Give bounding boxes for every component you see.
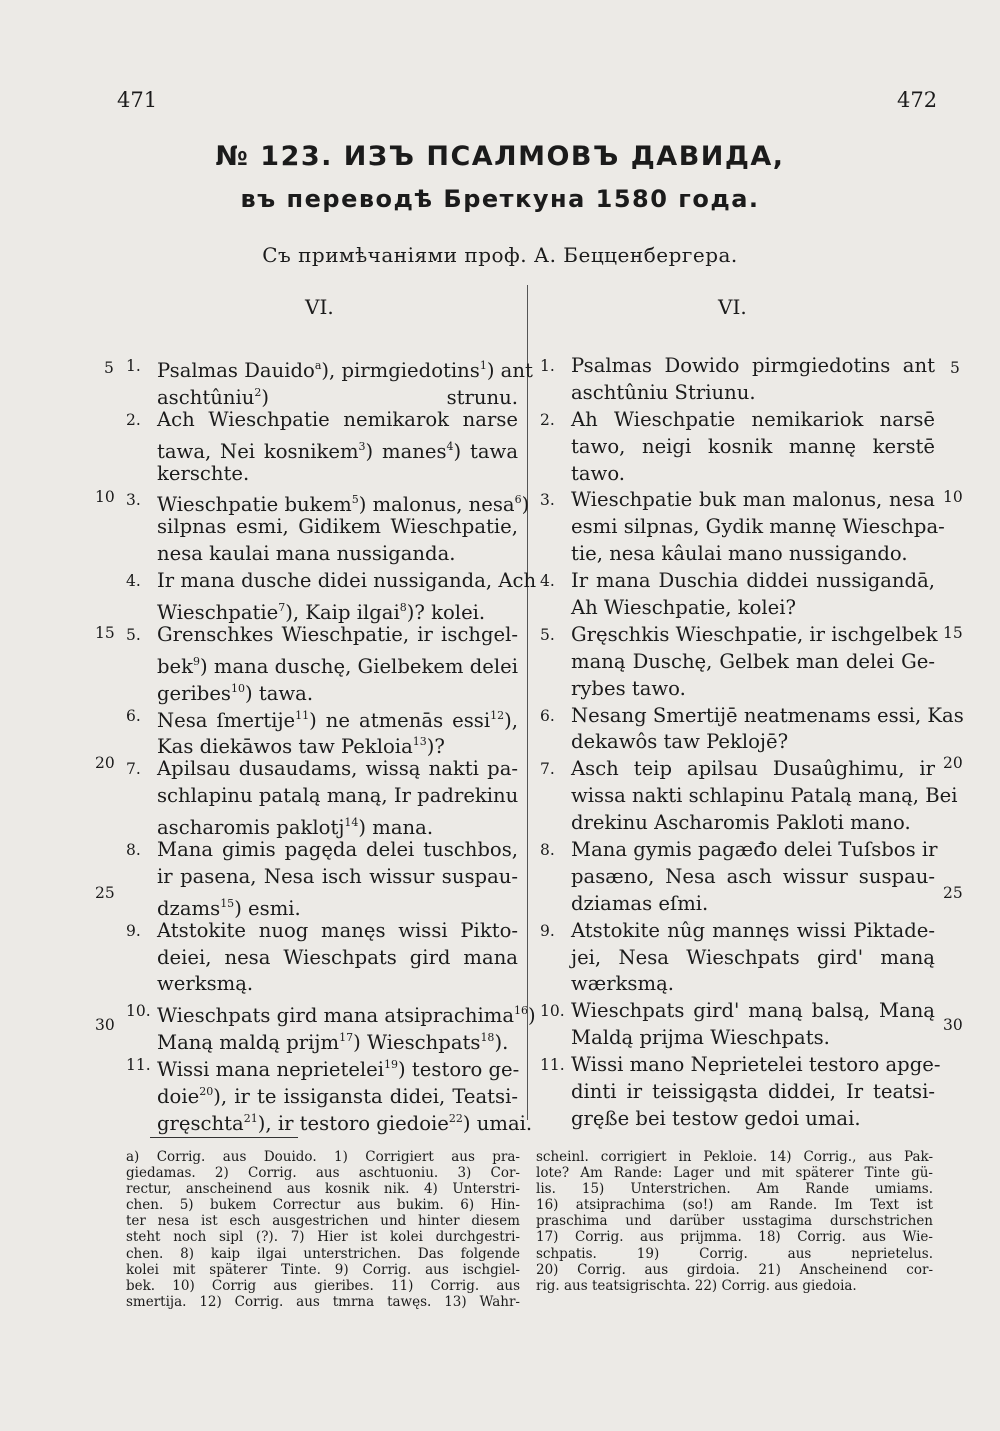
verse-text-segment: Nesang Smertijē neatmenams essi, Kas [571, 703, 964, 727]
right-verse-line [540, 864, 935, 891]
left-verse-line [126, 729, 518, 759]
verse-text [571, 1025, 935, 1052]
right-verse-line [540, 649, 935, 676]
footnote-line: 20) Corrig. aus girdoia. 21) Anscheinend cor- [536, 1261, 933, 1278]
verse-text-segment: wærksmą. [571, 972, 674, 996]
verse-text-segment: dekawôs taw Peklojē? [571, 730, 789, 754]
right-verse-line [540, 461, 935, 488]
right-verse-line [540, 676, 935, 703]
right-verse-line [540, 891, 935, 918]
verse-number: 5. [540, 625, 555, 644]
verse-text-segment: dziamas eſmi. [571, 891, 709, 915]
footnote-rule [150, 1137, 298, 1138]
verse-number: 3. [540, 491, 555, 510]
left-verse-line [126, 595, 518, 625]
left-verse-line [126, 945, 518, 972]
verse-text-segment: ) tawa [453, 439, 518, 463]
verse-text-segment: ascharomis paklotj [157, 816, 345, 840]
footnotes-left [126, 1149, 520, 1310]
verse-text-segment: ) [528, 1004, 536, 1028]
verse-text-segment: maną Duschę, Gelbek man delei Ge- [571, 649, 935, 673]
verse-text-segment: esmi silpnas, Gydik mannę Wieschpa- [571, 515, 945, 539]
verse-text-segment: tawa, Nei kosnikem [157, 439, 359, 463]
right-verse-line [540, 729, 935, 756]
footnote-marker: 21 [243, 1111, 258, 1125]
verse-number: 3. [126, 491, 141, 510]
verse-number: 11. [126, 1056, 151, 1075]
verse-text-segment: ) ant [486, 359, 533, 382]
verse-text [157, 461, 518, 488]
verse-text-segment: ) Wieschpats [353, 1031, 481, 1055]
left-verse-line [126, 676, 518, 703]
verse-text-segment: ) [521, 493, 530, 517]
verse-number: 10. [126, 1002, 151, 1021]
verse-text-segment: ) malonus, nesa [358, 493, 515, 517]
verse-number: 11. [540, 1056, 565, 1075]
line-number-right: 25 [943, 884, 963, 902]
verse-text-segment: Maną maldą prijm [157, 1031, 340, 1055]
verse-text-segment: Wieschpatie buk man malonus, nesa [571, 488, 935, 512]
left-verse-line [126, 407, 518, 434]
verse-text [157, 783, 518, 810]
verse-text [571, 434, 935, 461]
verse-number: 7. [540, 760, 555, 779]
verse-text-segment: ) esmi. [234, 896, 301, 920]
verse-text-segment: deiei, nesa Wieschpats gird mana [157, 945, 518, 969]
footnote-marker: 14 [344, 816, 359, 830]
verse-number: 4. [126, 572, 141, 591]
footnote-line: lis. 15) Unterstrichen. Am Rande umiams. [536, 1181, 933, 1198]
verse-text-segment: ) mana duschę, Gielbekem delei [200, 654, 519, 678]
verse-text [571, 918, 935, 945]
right-verse-line [540, 810, 935, 837]
verse-text-segment: Nesa ſmertije [157, 708, 296, 732]
right-verse-line [540, 1079, 935, 1106]
footnote-marker: 10 [230, 681, 245, 695]
verse-text [157, 514, 518, 541]
footnote-line: rectur, anscheinend aus kosnik nik. 4) Unterstri- [126, 1181, 520, 1198]
right-verse-line [540, 971, 935, 998]
footnote-marker: 1 [479, 359, 487, 372]
verse-text [571, 1052, 941, 1079]
verse-number: 1. [126, 357, 141, 375]
verse-text-segment: ) strunu. [261, 385, 518, 409]
left-verse-line [126, 891, 518, 918]
footnote-marker: 17 [339, 1031, 354, 1045]
verse-text-segment: ). [494, 1031, 509, 1055]
verse-text-segment: Psalmas Dauido [157, 359, 315, 382]
verse-text [571, 353, 935, 380]
right-verse-line [540, 434, 935, 461]
footnote-line: a) Corrig. aus Douido. 1) Corrigiert aus pra- [126, 1149, 520, 1165]
verse-text-segment: )? kolei. [406, 601, 486, 625]
verse-text [571, 487, 935, 514]
verse-text [157, 864, 518, 891]
verse-text [157, 1106, 533, 1138]
line-number-left: 30 [95, 1016, 115, 1034]
left-verse-line [126, 864, 518, 891]
left-verse-line [126, 380, 518, 407]
verse-text-segment: Ah Wieschpatie nemikariok narsē [571, 407, 935, 431]
footnote-line: schpatis. 19) Corrig. aus neprietelus. [536, 1245, 933, 1262]
title-line-1: № 123. ИЗЪ ПСАЛМОВЪ ДАВИДА, [215, 141, 785, 172]
verse-text-segment: ) tawa. [244, 681, 314, 705]
footnote-line: rig. aus teatsigrischta. 22) Corrig. aus giedoia. [536, 1277, 857, 1294]
verse-text-segment: Apilsau dusaudams, wissą nakti pa- [157, 757, 518, 781]
verse-text-segment: Asch teip apilsau Dusaûghimu, ir [571, 757, 935, 781]
verse-text [571, 514, 945, 541]
footnote-marker: 9 [193, 654, 201, 668]
footnote-line: ter nesa ist esch ausgestrichen und hinter diesem [126, 1213, 520, 1230]
verse-text [571, 676, 935, 703]
verse-text [157, 756, 518, 783]
verse-text-segment: ), [504, 708, 519, 732]
verse-text [571, 837, 938, 864]
left-column-text [126, 353, 537, 1135]
page-number-left: 471 [117, 88, 158, 112]
verse-text-segment: aschtûniu Striunu. [571, 380, 756, 404]
right-verse-line [540, 756, 935, 783]
verse-text [571, 622, 938, 649]
line-number-left: 5 [104, 359, 114, 377]
footnote-line: giedamas. 2) Corrig. aus aschtuoniu. 3) Cor- [126, 1165, 520, 1182]
verse-text [571, 971, 935, 998]
right-verse-line [540, 783, 958, 810]
right-verse-line [540, 514, 945, 541]
left-verse-line [126, 971, 518, 998]
verse-number: 8. [126, 841, 141, 860]
verse-text-segment: schlapinu patalą maną, Ir padrekinu [157, 784, 519, 808]
verse-text-segment: Ah Wieschpatie, kolei? [571, 596, 797, 620]
right-verse-line [540, 918, 935, 945]
footnotes-right [536, 1149, 933, 1294]
verse-text [571, 595, 935, 622]
verse-text-segment: )? [426, 735, 445, 759]
left-verse-line [126, 622, 518, 649]
left-verse-line [126, 487, 530, 517]
verse-number: 10. [540, 1002, 565, 1021]
verse-text-segment: ) manes [365, 439, 447, 463]
verse-text-segment: Wissi mana neprietelei [157, 1058, 385, 1082]
verse-text [157, 622, 518, 649]
verse-text [571, 1079, 935, 1106]
left-verse-line [126, 783, 518, 810]
right-verse-line [540, 703, 964, 730]
verse-text-segment: ), ir testoro giedoie [257, 1111, 449, 1135]
footnote-marker: 5 [351, 493, 359, 507]
footnote-marker: 3 [358, 439, 366, 453]
left-verse-line [126, 461, 518, 488]
verse-number: 6. [540, 706, 555, 725]
verse-text-segment: ), ir te issigansta didei, Teatsi- [213, 1085, 518, 1109]
verse-text [571, 810, 935, 837]
right-verse-line [540, 487, 935, 514]
verse-text [571, 541, 935, 568]
verse-text [571, 998, 935, 1025]
left-verse-line [126, 353, 533, 382]
verse-text-segment: dinti ir teissigąsta diddei, Ir teatsi- [571, 1080, 935, 1104]
line-number-right: 10 [943, 488, 963, 506]
column-divider [527, 285, 528, 1120]
footnote-marker: 4 [446, 439, 454, 453]
right-verse-line [540, 1106, 935, 1133]
title-block [0, 138, 1000, 216]
verse-text [571, 756, 935, 783]
verse-text-segment: drekinu Ascharomis Pakloti mano. [571, 811, 911, 835]
verse-text [157, 407, 518, 434]
footnote-marker: 22 [448, 1111, 463, 1125]
verse-text-segment: gręße bei testow gedoi umai. [571, 1106, 861, 1130]
footnote-marker: a [314, 359, 322, 372]
verse-text-segment: geribes [157, 681, 231, 705]
right-verse-line [540, 568, 935, 595]
verse-number: 2. [540, 410, 555, 429]
footnote-marker: 7 [278, 601, 286, 615]
verse-text-segment: Atstokite nûg mannęs wissi Piktade- [571, 918, 935, 942]
verse-text-segment: Wieschpats gird mana atsiprachima [157, 1004, 515, 1028]
footnote-line: scheinl. corrigiert in Pekloie. 14) Corrig., aus Pak- [536, 1149, 933, 1165]
left-verse-line [126, 1025, 518, 1055]
left-verse-line [126, 1052, 520, 1082]
verse-number: 2. [126, 410, 141, 429]
right-verse-line [540, 1052, 941, 1079]
verse-text [571, 380, 935, 407]
line-number-right: 5 [950, 359, 960, 377]
verse-text-segment: ) umai. [462, 1111, 533, 1135]
footnote-line: bek. 10) Corrig aus gieribes. 11) Corrig. aus [126, 1277, 520, 1294]
footnote-marker: 20 [199, 1085, 214, 1099]
page-number-right: 472 [897, 88, 938, 112]
verse-text-segment: doie [157, 1085, 200, 1109]
footnote-marker: 13 [412, 735, 427, 749]
left-verse-line [126, 541, 518, 568]
verse-text [571, 1106, 935, 1133]
verse-text [157, 837, 518, 864]
verse-text [571, 945, 935, 972]
line-number-left: 15 [95, 624, 115, 642]
title-line-2: въ переводѣ Бреткуна 1580 года. [240, 185, 760, 213]
verse-text-segment: gręschta [157, 1111, 244, 1135]
verse-text-segment: nesa kaulai mana nussiganda. [157, 542, 456, 566]
verse-number: 9. [126, 921, 141, 940]
right-verse-line [540, 837, 938, 864]
footnote-line: chen. 5) bukem Correctur aus bukim. 6) Hin- [126, 1197, 520, 1214]
verse-text-segment: Ir mana dusche didei nussiganda, Ach [157, 569, 537, 593]
footnote-marker: 18 [480, 1031, 495, 1045]
line-number-right: 15 [943, 624, 963, 642]
left-verse-line [126, 1079, 518, 1109]
verse-text-segment: Ir mana Duschia diddei nussigandā, [571, 569, 935, 593]
verse-text [571, 461, 935, 488]
left-verse-line [126, 998, 536, 1028]
verse-text [157, 541, 518, 568]
verse-text-segment: rybes tawo. [571, 676, 686, 700]
verse-text [157, 918, 518, 945]
right-column-heading: VI. [718, 295, 747, 319]
left-verse-line [126, 434, 518, 461]
right-verse-line [540, 380, 935, 407]
footnote-line: steht noch sipl (?). 7) Hier ist kolei durchgestri- [126, 1229, 520, 1246]
verse-text-segment: Mana gimis pagęda delei tuschbos, [157, 838, 518, 862]
verse-text-segment: kerschte. [157, 461, 250, 485]
verse-text-segment: tie, nesa kâulai mano nussigando. [571, 542, 908, 566]
footnote-marker: 16 [514, 1004, 529, 1018]
verse-text-segment: Wieschpatie [157, 601, 279, 625]
verse-number: 9. [540, 921, 555, 940]
footnote-marker: 6 [514, 493, 522, 507]
verse-text-segment: Atstokite nuog manęs wissi Pikto- [157, 918, 518, 942]
verse-text-segment: wissa nakti schlapinu Patalą maną, Bei [571, 784, 958, 808]
verse-number: 7. [126, 760, 141, 779]
right-verse-line [540, 353, 935, 380]
left-verse-line [126, 1106, 533, 1135]
footnote-line: 17) Corrig. aus prijmma. 18) Corrig. aus Wie- [536, 1229, 933, 1246]
left-verse-line [126, 514, 518, 541]
verse-text-segment: ) ne atmenās essi [309, 708, 491, 732]
line-number-left: 25 [95, 884, 115, 902]
verse-text-segment: Maldą prijma Wieschpats. [571, 1026, 830, 1050]
verse-number: 5. [126, 625, 141, 644]
right-verse-line [540, 1025, 935, 1052]
verse-text [571, 729, 935, 756]
verse-text-segment: ) mana. [358, 816, 434, 840]
right-verse-line [540, 595, 935, 622]
verse-text [571, 703, 964, 730]
verse-text-segment: pasæno, Nesa asch wissur suspau- [571, 864, 935, 888]
verse-text-segment: ir pasena, Nesa isch wissur suspau- [157, 864, 518, 888]
verse-text-segment: Wieschpatie bukem [157, 493, 352, 517]
verse-text-segment: aschtûniu [157, 385, 255, 409]
footnote-line: smertija. 12) Corrig. aus tmrna tawęs. 13) Wahr- [126, 1293, 520, 1310]
verse-text [571, 407, 935, 434]
line-number-right: 30 [943, 1016, 963, 1034]
verse-text [157, 568, 537, 595]
right-verse-line [540, 541, 935, 568]
right-verse-line [540, 945, 935, 972]
verse-text [571, 864, 935, 891]
verse-text-segment: Gręschkis Wieschpatie, ir ischgelbek [571, 622, 938, 646]
verse-text-segment: Ach Wieschpatie nemikarok narse [157, 407, 518, 431]
right-verse-line [540, 407, 935, 434]
verse-text-segment: bek [157, 654, 194, 678]
verse-text-segment: tawo, neigi kosnik mannę kerstē [571, 434, 935, 458]
verse-text-segment: Wieschpats gird' maną balsą, Maną [571, 999, 935, 1023]
right-verse-line [540, 622, 938, 649]
verse-text-segment: Kas diekāwos taw Pekloia [157, 735, 413, 759]
title-line-3: Съ примѣчаніями проф. А. Бецценбергера. [262, 243, 738, 267]
verse-text-segment: silpnas esmi, Gidikem Wieschpatie, [157, 515, 518, 539]
verse-number: 6. [126, 706, 141, 725]
verse-text [157, 971, 518, 998]
footnote-line: chen. 8) kaip ilgai unterstrichen. Das folgende [126, 1245, 520, 1262]
verse-text-segment: ), pirmgiedotins [321, 359, 480, 382]
line-number-left: 20 [95, 754, 115, 772]
footnote-marker: 11 [295, 708, 310, 722]
footnote-marker: 15 [220, 896, 235, 910]
verse-text-segment: Grenschkes Wieschpatie, ir ischgel- [157, 622, 518, 646]
left-column-heading: VI. [305, 295, 334, 319]
line-number-right: 20 [943, 754, 963, 772]
footnote-marker: 19 [384, 1058, 399, 1072]
verse-text-segment: Mana gymis pagæđo delei Tuſsbos ir [571, 838, 938, 862]
left-verse-line [126, 837, 518, 864]
footnote-line: praschima und darüber usstagima durschstrichen [536, 1213, 933, 1230]
right-verse-line [540, 998, 935, 1025]
verse-text-segment: tawo. [571, 461, 626, 485]
line-number-left: 10 [95, 488, 115, 506]
verse-text [571, 891, 935, 918]
left-verse-line [126, 810, 518, 840]
verse-text-segment: dzams [157, 896, 221, 920]
footnote-marker: 8 [399, 601, 407, 615]
left-verse-line [126, 918, 518, 945]
verse-number: 1. [540, 357, 555, 375]
verse-text-segment: jei, Nesa Wieschpats gird' maną [571, 945, 935, 969]
verse-number: 8. [540, 841, 555, 860]
verse-text-segment: werksmą. [157, 972, 254, 996]
verse-text [157, 945, 518, 972]
verse-text [571, 649, 935, 676]
verse-text-segment: Psalmas Dowido pirmgiedotins ant [571, 354, 935, 377]
verse-text [571, 568, 935, 595]
footnote-line: 16) atsiprachima (so!) am Rande. Im Text ist [536, 1197, 933, 1214]
verse-text-segment: Wissi mano Neprietelei testoro apge- [571, 1053, 941, 1077]
left-verse-line [126, 649, 518, 676]
left-verse-line [126, 568, 537, 595]
footnote-line: kolei mit späterer Tinte. 9) Corrig. aus ischgiel- [126, 1261, 520, 1278]
verse-number: 4. [540, 572, 555, 591]
footnote-line: lote? Am Rande: Lager und mit späterer Tinte gü- [536, 1165, 933, 1182]
verse-text-segment: ) testoro ge- [398, 1058, 520, 1082]
left-verse-line [126, 703, 518, 730]
left-verse-line [126, 756, 518, 783]
verse-text-segment: ), Kaip ilgai [285, 601, 400, 625]
verse-text [571, 783, 958, 810]
footnote-marker: 2 [254, 385, 262, 399]
footnote-marker: 12 [490, 708, 505, 722]
